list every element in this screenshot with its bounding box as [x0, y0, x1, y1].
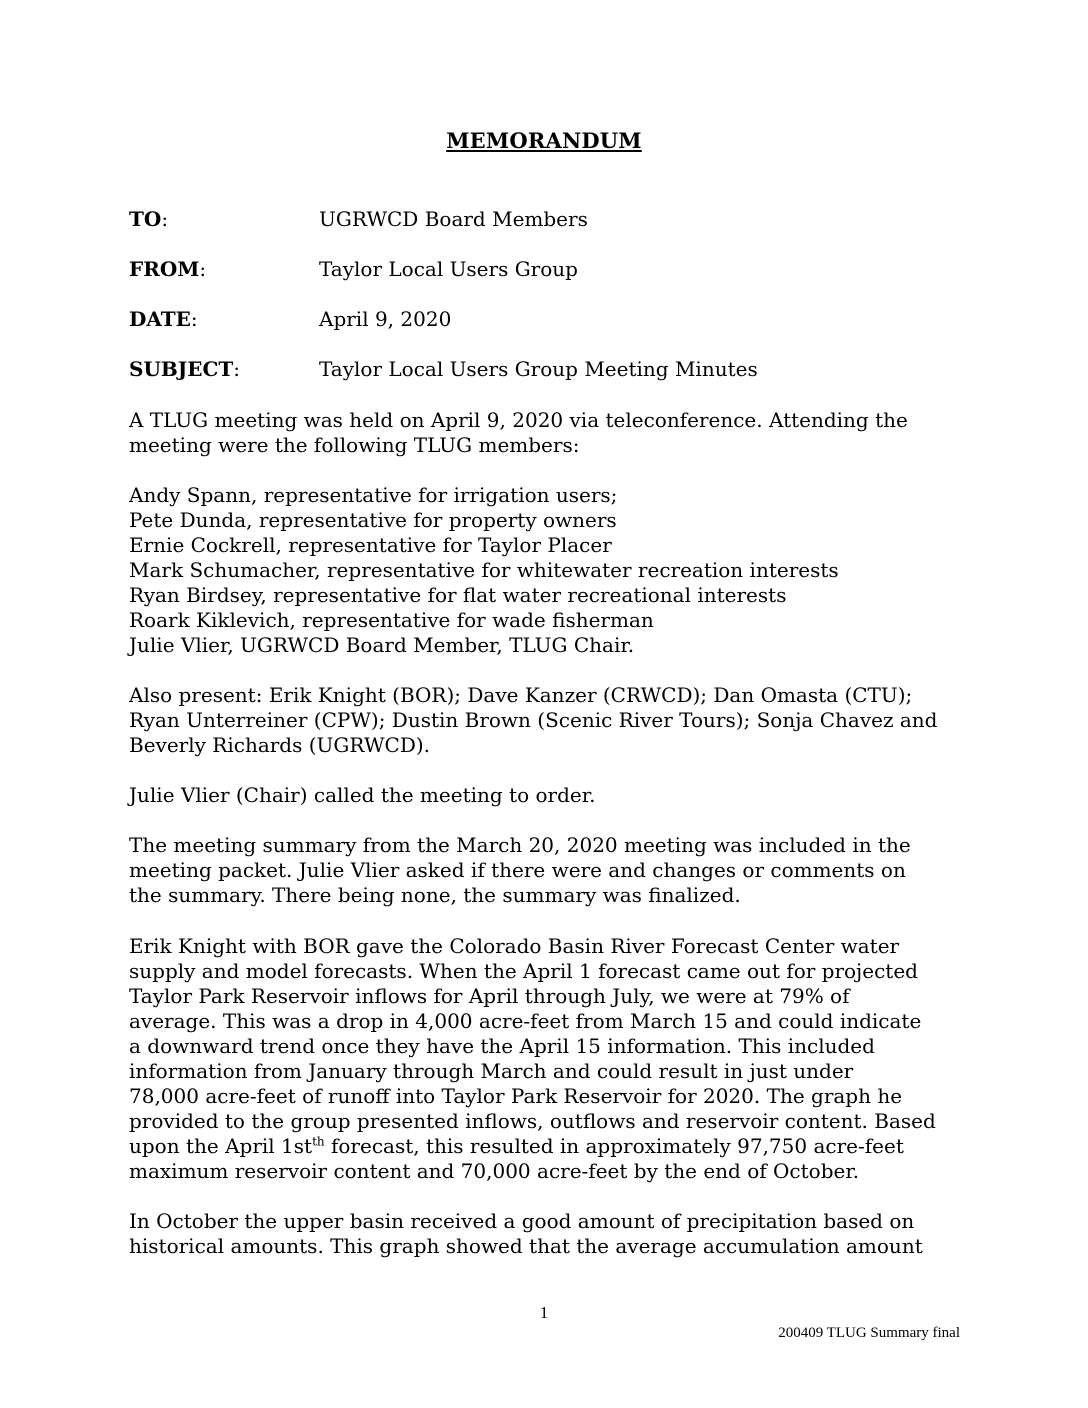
list-item: Mark Schumacher, representative for whitewater recreation interests: [129, 558, 839, 582]
superscript: th: [312, 1134, 325, 1149]
called-to-order-paragraph: [129, 783, 959, 808]
text-line: provided to the group presented inflows, outflows and reservoir content. Based: [129, 1109, 936, 1133]
october-paragraph: [129, 1209, 959, 1259]
page-number: 1: [539, 1303, 549, 1322]
also-present-paragraph: [129, 683, 959, 758]
members-list: [129, 483, 959, 658]
text-line: average. This was a drop in 4,000 acre-feet from March 15 and could indicate: [129, 1009, 922, 1033]
text-line: Erik Knight with BOR gave the Colorado Basin River Forecast Center water: [129, 934, 900, 958]
text-line: historical amounts. This graph showed that the average accumulation amount: [129, 1234, 923, 1258]
forecast-paragraph: [129, 934, 959, 1184]
text-line: supply and model forecasts. When the April 1 forecast came out for projected: [129, 959, 918, 983]
text-line: Beverly Richards (UGRWCD).: [129, 733, 431, 757]
header-value-subject: Taylor Local Users Group Meeting Minutes: [319, 357, 758, 381]
header-value-from: Taylor Local Users Group: [319, 257, 578, 281]
text-line: meeting were the following TLUG members:: [129, 433, 580, 457]
header-value-date: April 9, 2020: [319, 307, 452, 331]
text-line: information from January through March and could result in just under: [129, 1059, 854, 1083]
text-line: Ryan Unterreiner (CPW); Dustin Brown (Scenic River Tours); Sonja Chavez and: [129, 708, 938, 732]
text-line: Taylor Park Reservoir inflows for April through July, we were at 79% of: [129, 984, 850, 1008]
header-label-date: DATE:: [129, 307, 198, 331]
header-label-from: FROM:: [129, 257, 207, 281]
header-value-to: UGRWCD Board Members: [319, 207, 588, 231]
text-line: upon the April $1st^{th}$ forecast, this resulted in approximately 97,750 acre-feet: [129, 1134, 904, 1158]
list-item: Andy Spann, representative for irrigation users;: [129, 483, 618, 507]
text-line: the summary. There being none, the summary was finalized.: [129, 883, 741, 907]
memo-title: MEMORANDUM: [446, 128, 642, 153]
text-line: Julie Vlier (Chair) called the meeting to order.: [129, 783, 596, 807]
text-line: The meeting summary from the March 20, 2020 meeting was included in the: [129, 833, 911, 857]
list-item: Ernie Cockrell, representative for Taylor Placer: [129, 533, 612, 557]
text-line: Also present: Erik Knight (BOR); Dave Kanzer (CRWCD); Dan Omasta (CTU);: [129, 683, 913, 707]
summary-paragraph: [129, 833, 959, 908]
list-item: Roark Kiklevich, representative for wade fisherman: [129, 608, 654, 632]
text-line: meeting packet. Julie Vlier asked if there were and changes or comments on: [129, 858, 906, 882]
text-line: A TLUG meeting was held on April 9, 2020 via teleconference. Attending the: [129, 408, 908, 432]
header-label-subject: SUBJECT:: [129, 357, 241, 381]
text-line: maximum reservoir content and 70,000 acre-feet by the end of October.: [129, 1159, 860, 1183]
list-item: Ryan Birdsey, representative for flat water recreational interests: [129, 583, 787, 607]
text-line: In October the upper basin received a good amount of precipitation based on: [129, 1209, 915, 1233]
list-item: Pete Dunda, representative for property owners: [129, 508, 617, 532]
document-footer: 200409 TLUG Summary final: [778, 1325, 960, 1341]
list-item: Julie Vlier, UGRWCD Board Member, TLUG Chair.: [129, 633, 635, 657]
text-line: 78,000 acre-feet of runoff into Taylor Park Reservoir for 2020. The graph he: [129, 1084, 903, 1108]
header-label-to: TO:: [129, 207, 169, 231]
text-line: a downward trend once they have the April 15 information. This included: [129, 1034, 875, 1058]
intro-paragraph: [129, 408, 959, 458]
